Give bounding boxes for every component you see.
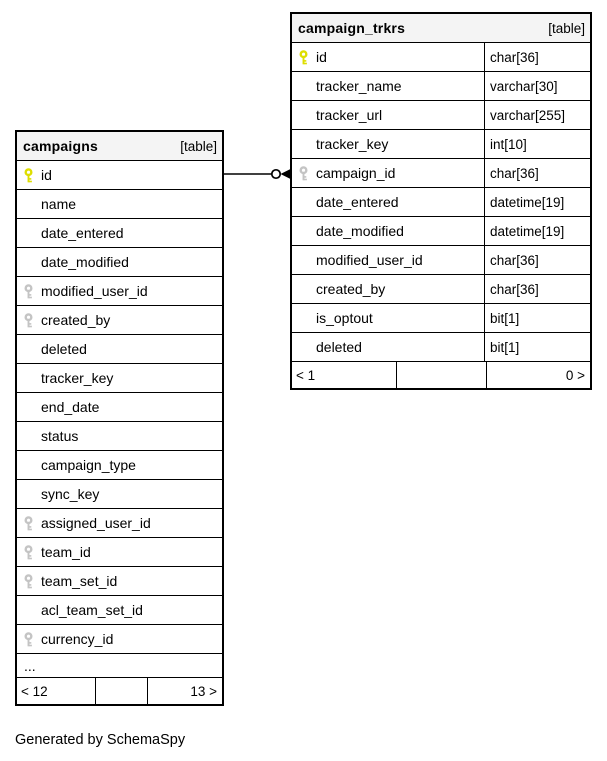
table-footer — [17, 678, 222, 704]
table-name: campaigns — [23, 138, 98, 154]
column-row — [292, 304, 590, 333]
generated-by-note: Generated by SchemaSpy — [15, 732, 186, 748]
column-row — [292, 217, 590, 246]
column-row — [17, 480, 222, 509]
column-name: tracker_key — [316, 136, 389, 152]
column-row — [17, 596, 222, 625]
column-name: tracker_name — [316, 78, 402, 94]
column-row — [292, 101, 590, 130]
table-campaigns — [15, 130, 224, 706]
column-row — [17, 509, 222, 538]
column-name: created_by — [41, 312, 111, 328]
table-name: campaign_trkrs — [298, 20, 406, 36]
column-row — [17, 451, 222, 480]
column-row — [292, 130, 590, 159]
column-row — [292, 333, 590, 362]
column-type: datetime[19] — [490, 194, 565, 210]
column-type: char[36] — [490, 165, 539, 181]
column-row — [292, 43, 590, 72]
column-row — [17, 538, 222, 567]
column-type: bit[1] — [490, 310, 520, 326]
column-name: date_modified — [316, 223, 404, 239]
table-type-label: [table] — [548, 20, 585, 36]
column-row-id — [17, 161, 222, 190]
column-row — [17, 393, 222, 422]
column-name: id — [41, 167, 52, 183]
column-name: name — [41, 196, 77, 212]
column-row — [17, 277, 222, 306]
column-name: deleted — [41, 341, 87, 357]
column-type: varchar[30] — [490, 78, 558, 94]
column-name: team_id — [41, 544, 91, 560]
foreign-key-icon — [23, 545, 34, 560]
column-name: is_optout — [316, 310, 373, 326]
column-row — [292, 246, 590, 275]
primary-key-icon — [23, 168, 34, 183]
column-name: deleted — [316, 339, 362, 355]
column-name: sync_key — [41, 486, 100, 502]
column-row — [17, 625, 222, 654]
column-row — [17, 219, 222, 248]
column-name: tracker_key — [41, 370, 114, 386]
foreign-key-icon — [23, 574, 34, 589]
footer-parents-count: 13 > — [147, 678, 222, 704]
footer-parents-count: 0 > — [486, 362, 590, 388]
column-name: modified_user_id — [316, 252, 423, 268]
column-row-campaign-id — [292, 159, 590, 188]
relationship-connector — [224, 161, 290, 187]
column-row — [17, 248, 222, 277]
table-header[interactable] — [17, 132, 222, 161]
column-row — [17, 335, 222, 364]
foreign-key-icon — [23, 632, 34, 647]
column-row — [17, 190, 222, 219]
column-name: team_set_id — [41, 573, 118, 589]
zero-cardinality-circle-icon — [272, 170, 280, 178]
column-type: char[36] — [490, 281, 539, 297]
column-name: tracker_url — [316, 107, 383, 123]
column-name: date_entered — [41, 225, 124, 241]
arrowhead-icon — [281, 169, 291, 178]
column-type: datetime[19] — [490, 223, 565, 239]
footer-children-count: < 12 — [21, 683, 48, 699]
column-name: created_by — [316, 281, 386, 297]
foreign-key-icon — [298, 166, 309, 181]
column-type: char[36] — [490, 49, 539, 65]
column-row — [17, 306, 222, 335]
column-name: currency_id — [41, 631, 114, 647]
column-type: bit[1] — [490, 339, 520, 355]
table-type-label: [table] — [180, 138, 217, 154]
foreign-key-icon — [23, 516, 34, 531]
column-name: assigned_user_id — [41, 515, 151, 531]
more-columns-ellipsis: ... — [17, 654, 222, 678]
table-footer — [292, 362, 590, 388]
column-row — [17, 567, 222, 596]
foreign-key-icon — [23, 313, 34, 328]
table-header[interactable] — [292, 14, 590, 43]
column-name: acl_team_set_id — [41, 602, 143, 618]
column-name: id — [316, 49, 327, 65]
column-row — [292, 275, 590, 304]
column-name: modified_user_id — [41, 283, 148, 299]
table-campaign-trkrs — [290, 12, 592, 390]
column-name: campaign_id — [316, 165, 396, 181]
column-name: status — [41, 428, 79, 444]
column-name: date_entered — [316, 194, 399, 210]
primary-key-icon — [298, 50, 309, 65]
column-row — [292, 188, 590, 217]
column-row — [292, 72, 590, 101]
foreign-key-icon — [23, 284, 34, 299]
footer-middle-cell — [396, 362, 486, 388]
column-type: char[36] — [490, 252, 539, 268]
column-name: campaign_type — [41, 457, 136, 473]
column-type: int[10] — [490, 136, 527, 152]
footer-middle-cell — [95, 678, 147, 704]
column-name: date_modified — [41, 254, 129, 270]
footer-children-count: < 1 — [296, 367, 316, 383]
column-type: varchar[255] — [490, 107, 566, 123]
column-row — [17, 422, 222, 451]
column-row — [17, 364, 222, 393]
column-name: end_date — [41, 399, 100, 415]
